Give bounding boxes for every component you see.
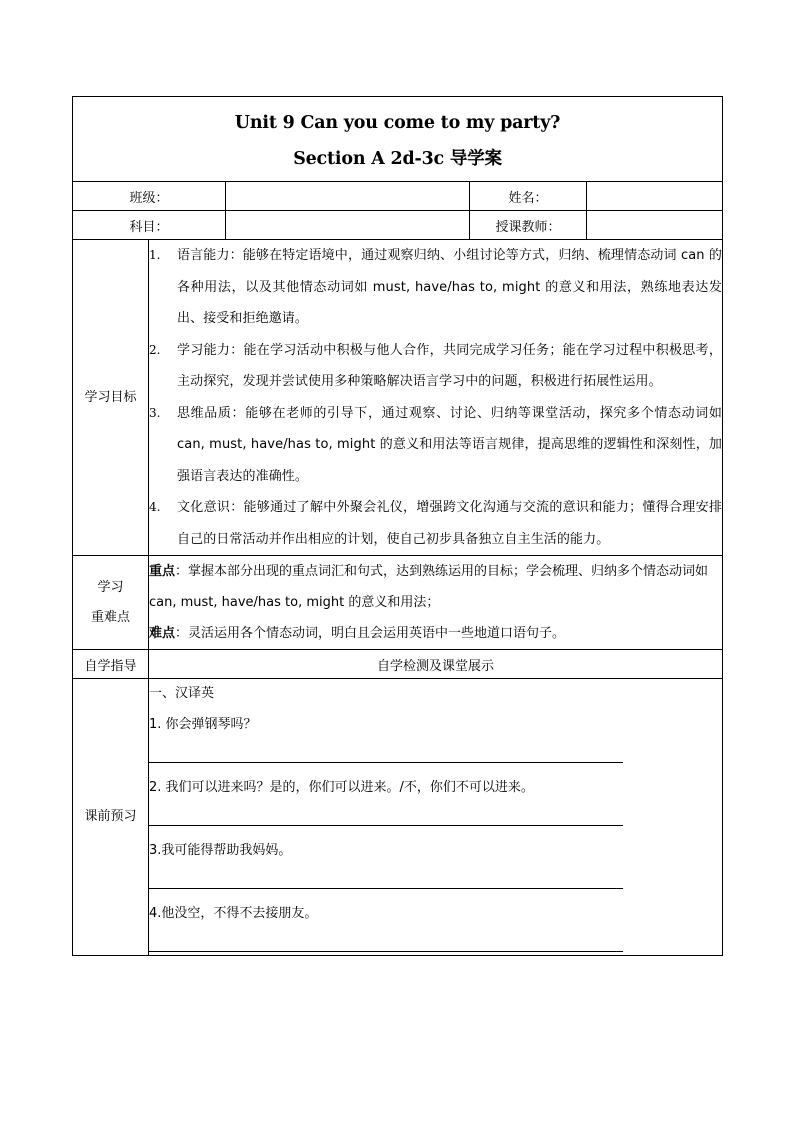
guide-label: 自学指导 [73, 650, 149, 679]
subject-label: 科目： [73, 211, 226, 240]
subject-teacher-row [73, 211, 723, 240]
answer-line[interactable] [149, 740, 623, 763]
focus-point [149, 556, 722, 618]
focus-text: ：掌握本部分出现的重点词汇和句式，达到熟练运用的目标；学会梳理、归纳多个情态动词如 can, must, have/has to, might 的意义和用法； [149, 564, 709, 610]
question-text: 3.我可能得帮助我妈妈。 [149, 843, 292, 858]
answer-line[interactable] [149, 929, 623, 952]
goals-label: 学习目标 [73, 240, 149, 556]
preview-label: 课前预习 [73, 679, 149, 956]
question-text: 2. 我们可以进来吗？是的，你们可以进来。/不，你们不可以进来。 [149, 780, 534, 795]
goal-number: 1. [149, 248, 161, 262]
class-label: 班级： [73, 182, 226, 211]
class-name-row [73, 182, 723, 211]
goal-item [149, 492, 722, 555]
focus-label: 重点 [149, 564, 176, 579]
title-cell [73, 97, 723, 182]
preview-heading: 一、汉译英 [149, 686, 215, 701]
difficulty-point [149, 618, 722, 649]
name-field[interactable] [587, 182, 723, 211]
goals-row [73, 240, 723, 556]
goal-item [149, 240, 722, 335]
page-subtitle: Section A 2d-3c 导学案 [293, 149, 502, 169]
goal-text: 文化意识：能够通过了解中外聚会礼仪，增强跨文化沟通与交流的意识和能力；懂得合理安排自己的日常活动并作出相应的计划，使自己初步具备独立自主生活的能力。 [177, 500, 723, 547]
goal-text: 语言能力：能够在特定语境中，通过观察归纳、小组讨论等方式，归纳、梳理情态动词 can 的各种用法，以及其他情态动词如 must, have/has to, might 的意义和用法，熟练地表达发出、接受和拒绝邀请。 [177, 248, 723, 326]
question-text: 1. 你会弹钢琴吗？ [149, 717, 257, 732]
key-points-row [73, 556, 723, 650]
teacher-label: 授课教师： [470, 211, 587, 240]
goal-text: 思维品质：能够在老师的引导下，通过观察、讨论、归纳等课堂活动，探究多个情态动词如 can, must, have/has to, might 的意义和用法等语言规律，提高思维的逻辑性和深刻性，加强语言表达的准确性。 [177, 405, 723, 484]
guide-row [73, 650, 723, 679]
goal-item [149, 398, 722, 493]
answer-line[interactable] [149, 866, 623, 889]
key-points-content [149, 556, 723, 650]
answer-line[interactable] [149, 803, 623, 826]
question-text: 4.他没空，不得不去接朋友。 [149, 906, 318, 921]
key-points-label-line1: 学习 [97, 579, 124, 595]
key-points-label [73, 556, 149, 650]
study-guide-table [72, 96, 723, 956]
class-field[interactable] [226, 182, 470, 211]
subject-field[interactable] [226, 211, 470, 240]
preview-content [149, 679, 723, 956]
name-label: 姓名： [470, 182, 587, 211]
goals-list [149, 240, 723, 556]
difficulty-label: 难点 [149, 626, 176, 641]
goal-text: 学习能力：能在学习活动中积极与他人合作，共同完成学习任务；能在学习过程中积极思考，主动探究，发现并尝试使用多种策略解决语言学习中的问题，积极进行拓展性运用。 [177, 342, 723, 389]
goal-item [149, 335, 722, 398]
page-title: Unit 9 Can you come to my party? [234, 113, 561, 133]
worksheet-page [72, 96, 722, 956]
preview-row [73, 679, 723, 956]
difficulty-text: ：灵活运用各个情态动词，明白且会运用英语中一些地道口语句子。 [175, 626, 566, 641]
teacher-field[interactable] [587, 211, 723, 240]
goal-number: 3. [149, 405, 161, 420]
goal-number: 2. [149, 342, 161, 357]
key-points-label-line2: 重难点 [90, 609, 130, 625]
guide-value: 自学检测及课堂展示 [149, 650, 723, 679]
goal-number: 4. [149, 500, 161, 514]
